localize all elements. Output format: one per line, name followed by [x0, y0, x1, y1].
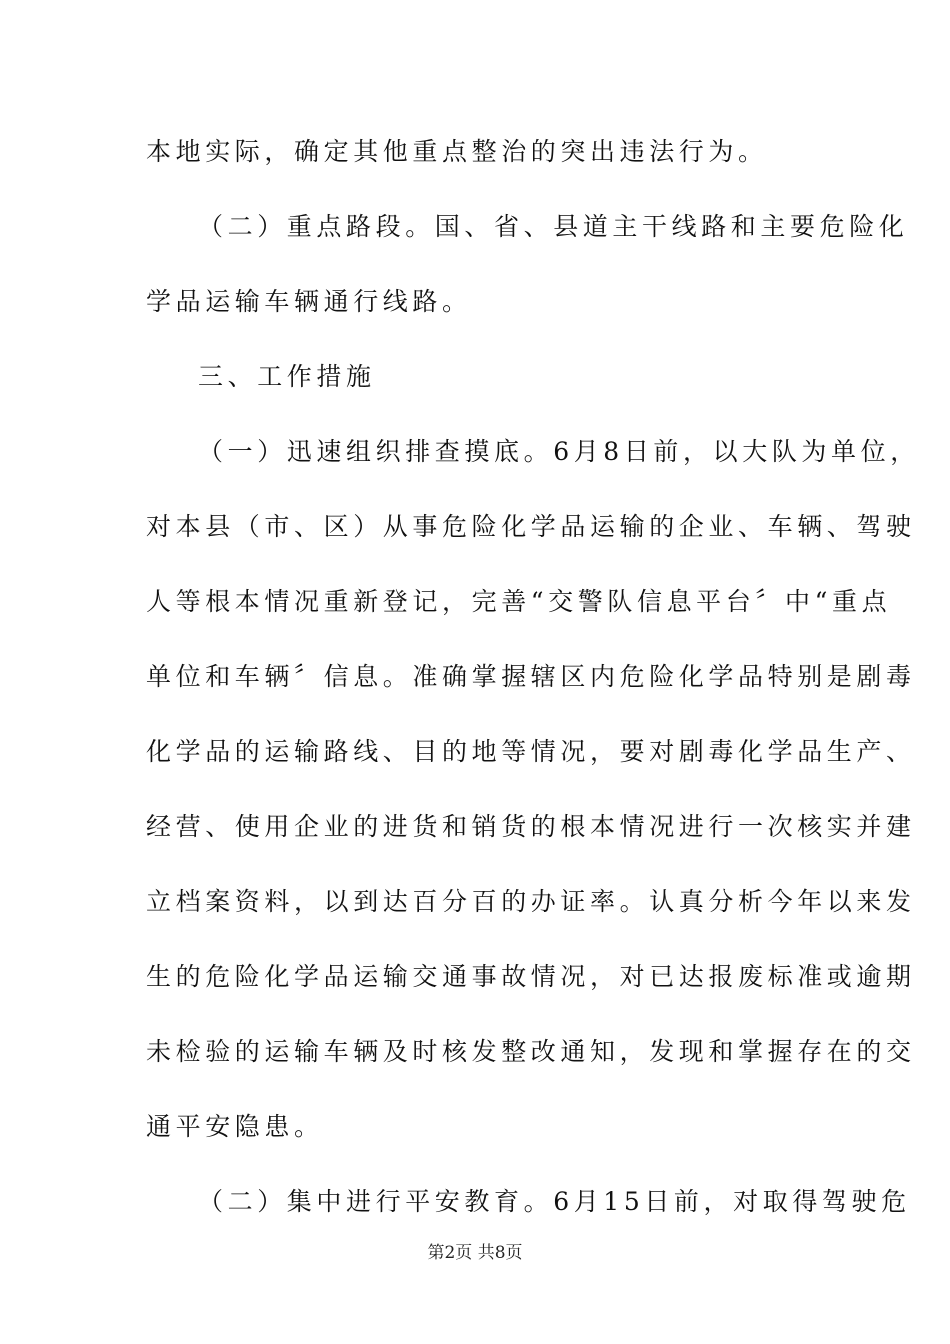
text-line: 对本县（市、区）从事危险化学品运输的企业、车辆、驾驶: [146, 512, 916, 541]
text-line: 学品运输车辆通行线路。: [146, 287, 472, 316]
text-line: 本地实际，确定其他重点整治的突出违法行为。: [146, 137, 768, 166]
text-line: （二）集中进行平安教育。6月15日前，对取得驾驶危: [198, 1187, 911, 1216]
text-line: 单位和车辆〞信息。准确掌握辖区内危险化学品特别是剧毒: [146, 662, 916, 691]
text-line: 化学品的运输路线、目的地等情况，要对剧毒化学品生产、: [146, 737, 916, 766]
text-line: 未检验的运输车辆及时核发整改通知，发现和掌握存在的交: [146, 1037, 916, 1066]
text-line: 生的危险化学品运输交通事故情况，对已达报废标准或逾期: [146, 962, 916, 991]
text-line: （一）迅速组织排查摸底。6月8日前，以大队为单位，: [198, 437, 920, 466]
text-line: 立档案资料，以到达百分百的办证率。认真分析今年以来发: [146, 887, 916, 916]
text-line: 人等根本情况重新登记，完善“交警队信息平台〞中“重点: [146, 587, 892, 616]
section-heading: 三、工作措施: [198, 362, 376, 391]
text-line: 通平安隐患。: [146, 1112, 324, 1141]
page-number-footer: 第2页 共8页: [427, 1243, 523, 1263]
text-line: 经营、使用企业的进货和销货的根本情况进行一次核实并建: [146, 812, 916, 841]
text-line: （二）重点路段。国、省、县道主干线路和主要危险化: [198, 212, 909, 241]
